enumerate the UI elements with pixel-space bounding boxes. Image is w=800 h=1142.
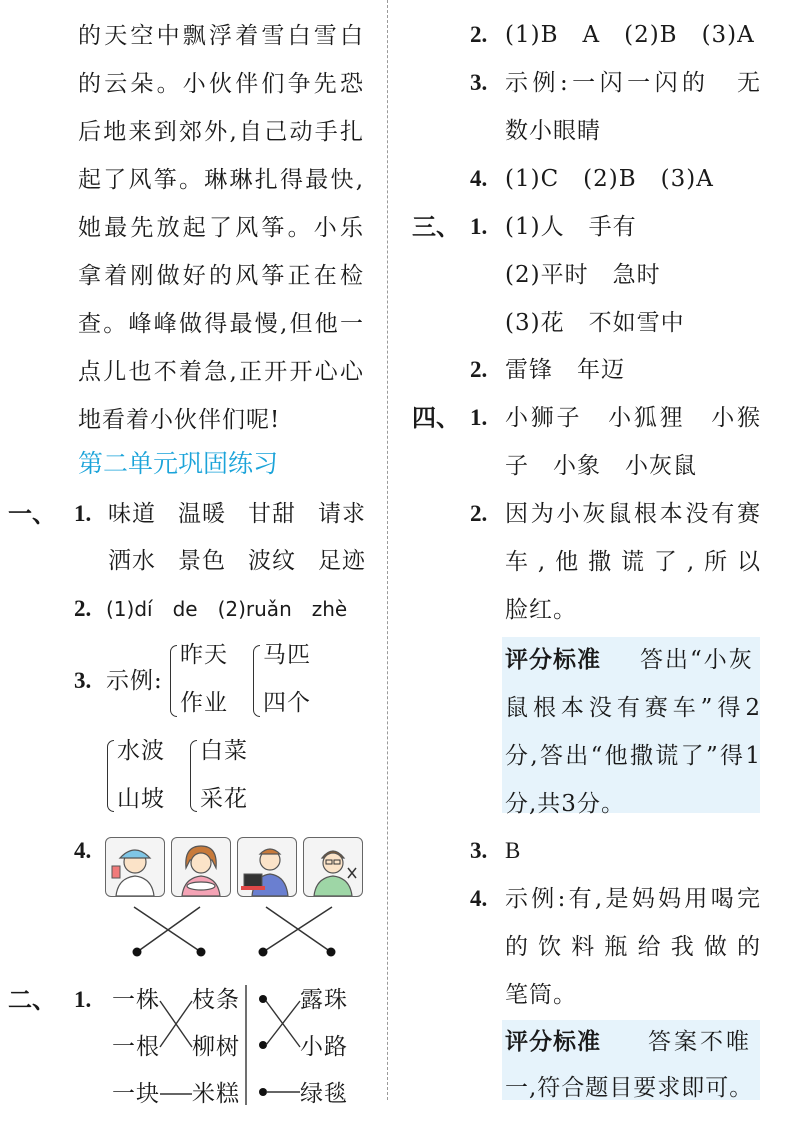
- passage-line: 起了风筝。琳琳扎得最快,: [78, 167, 363, 193]
- question-number: 1.: [74, 501, 92, 526]
- measure-word: 一株: [112, 987, 160, 1013]
- section-label: 四、: [412, 403, 460, 432]
- answer-word: 采花: [200, 786, 248, 812]
- question-number: 2.: [74, 596, 92, 621]
- answer-word: 山坡: [117, 786, 165, 812]
- noun-word: 枝条: [192, 987, 240, 1013]
- section-label: 二、: [8, 985, 56, 1014]
- answer-text: (2)平时 急时: [505, 262, 661, 288]
- unit-title: 第二单元巩固练习: [78, 449, 279, 478]
- noun-word: 柳树: [192, 1034, 240, 1060]
- pinyin-answer: (1)dí de (2)ruǎn zhè: [106, 597, 348, 621]
- passage-line: 地看着小伙伴们呢!: [78, 407, 281, 433]
- question-number: 1.: [470, 405, 488, 430]
- answer-text: (1)B A (2)B (3)A: [505, 22, 755, 48]
- matching-lines: [105, 837, 360, 959]
- brace: [253, 645, 260, 717]
- question-number: 1.: [470, 214, 488, 239]
- answer-word: 马匹: [263, 642, 311, 668]
- scoring-criteria-text: 分,答出“他撒谎了”得1: [505, 743, 760, 769]
- passage-line: 后地来到郊外,自己动手扎: [78, 119, 363, 145]
- word-matching: [100, 975, 370, 1110]
- answer-text: 笔筒。: [505, 982, 577, 1008]
- question-number: 4.: [470, 886, 488, 911]
- answer-word: 洒水: [108, 548, 156, 574]
- noun-word: 露珠: [300, 987, 348, 1013]
- answer-text: 雷锋 年迈: [505, 357, 625, 383]
- answer-word: 景色: [178, 548, 226, 574]
- question-number: 2.: [470, 501, 488, 526]
- answer-word: 请求: [318, 501, 366, 527]
- question-number: 3.: [470, 70, 488, 95]
- passage-line: 的云朵。小伙伴们争先恐: [78, 71, 363, 97]
- question-number: 2.: [470, 22, 488, 47]
- answer-text: 的饮料瓶给我做的: [505, 934, 760, 960]
- brace: [190, 740, 197, 812]
- question-number: 3.: [74, 668, 92, 693]
- example-prefix: 示例:: [106, 668, 163, 694]
- answer-text: 车,他撒谎了,所以: [505, 549, 760, 575]
- brace: [170, 645, 177, 717]
- brace: [107, 740, 114, 812]
- answer-text: 小狮子 小狐狸 小猴: [505, 405, 760, 431]
- answer-word: 四个: [263, 690, 311, 716]
- passage-line: 她最先放起了风筝。小乐: [78, 215, 363, 241]
- column-divider: [387, 0, 388, 1100]
- scoring-criteria-label: 评分标准: [505, 1029, 601, 1055]
- answer-word: 味道: [108, 501, 156, 527]
- answer-text: (1)人 手有: [505, 214, 637, 240]
- answer-word: 温暖: [178, 501, 226, 527]
- scoring-criteria-text: 一,符合题目要求即可。: [505, 1075, 754, 1101]
- matching-pictures: [105, 837, 360, 959]
- answer-text: (3)花 不如雪中: [505, 310, 685, 336]
- noun-word: 米糕: [192, 1081, 240, 1107]
- question-number: 4.: [74, 838, 92, 863]
- question-number: 3.: [470, 838, 488, 863]
- answer-text: 因为小灰鼠根本没有赛: [505, 501, 760, 527]
- answer-text: 示例:一闪一闪的 无: [505, 70, 760, 96]
- section-label: 三、: [412, 212, 460, 241]
- question-number: 4.: [470, 166, 488, 191]
- passage-line: 点儿也不着急,正开开心心: [78, 359, 363, 385]
- answer-text: B: [505, 838, 522, 863]
- answer-word: 水波: [117, 738, 165, 764]
- noun-word: 绿毯: [300, 1081, 348, 1107]
- section-label: 一、: [8, 499, 56, 528]
- answer-word: 作业: [180, 690, 228, 716]
- answer-text: 子 小象 小灰鼠: [505, 453, 697, 479]
- matching-lines: [100, 975, 370, 1110]
- answer-word: 足迹: [318, 548, 366, 574]
- scoring-criteria-text: 分,共3分。: [505, 791, 625, 817]
- question-number: 1.: [74, 987, 92, 1012]
- scoring-criteria-text: 答出“小灰: [640, 647, 754, 673]
- answer-word: 昨天: [180, 642, 228, 668]
- answer-word: 白菜: [200, 738, 248, 764]
- answer-text: 示例:有,是妈妈用喝完: [505, 886, 760, 912]
- answer-text: (1)C (2)B (3)A: [505, 166, 714, 192]
- measure-word: 一根: [112, 1034, 160, 1060]
- measure-word: 一块: [112, 1081, 160, 1107]
- passage-line: 查。峰峰做得最慢,但他一: [78, 311, 363, 337]
- answer-text: 脸红。: [505, 597, 577, 623]
- question-number: 2.: [470, 357, 488, 382]
- scoring-criteria-text: 答案不唯: [648, 1029, 752, 1055]
- passage-line: 的天空中飘浮着雪白雪白: [78, 23, 363, 49]
- scoring-criteria-label: 评分标准: [505, 647, 601, 673]
- answer-word: 甘甜: [248, 501, 296, 527]
- passage-line: 拿着刚做好的风筝正在检: [78, 263, 363, 289]
- answer-word: 波纹: [248, 548, 296, 574]
- noun-word: 小路: [300, 1034, 348, 1060]
- answer-text: 数小眼睛: [505, 118, 601, 144]
- scoring-criteria-text: 鼠根本没有赛车”得2: [505, 695, 760, 721]
